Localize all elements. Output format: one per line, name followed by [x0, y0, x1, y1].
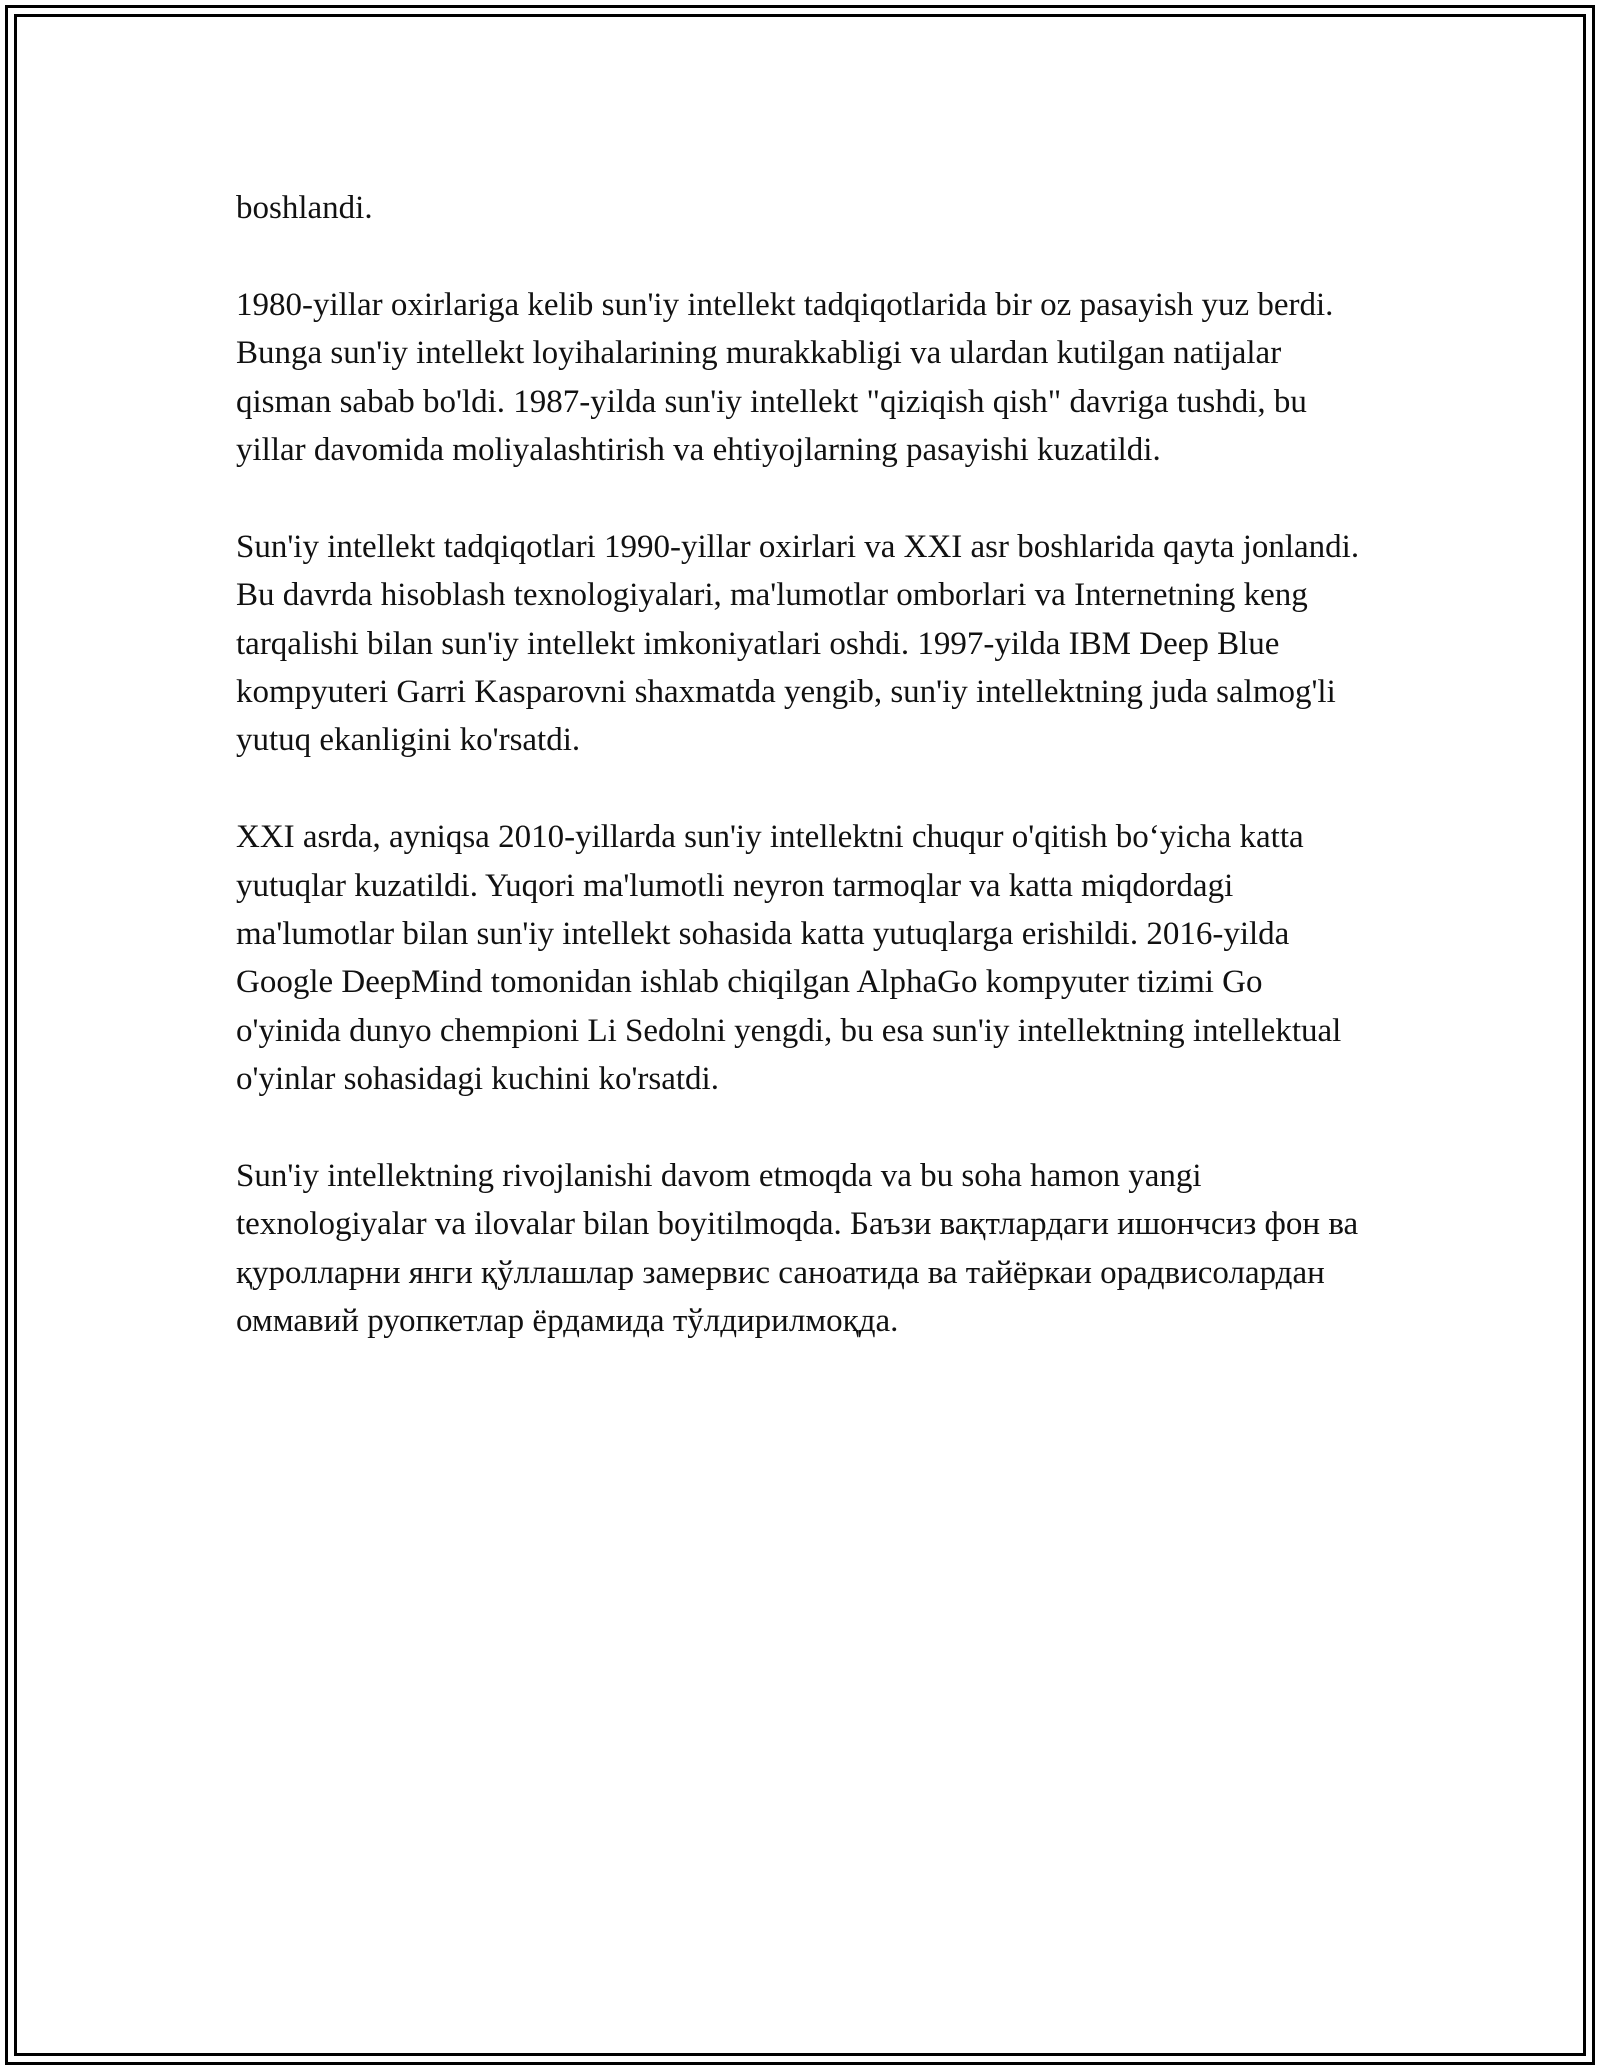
paragraph-ai-winter: 1980-yillar oxirlariga kelib sun'iy intellekt tadqiqotlarida bir oz pasayish yuz berdi. Bunga sun'iy intellekt loyihalarining murakkabligi va ulardan kutilgan natijalar qisman sabab bo'ldi. 1987-yilda sun'iy intellekt "qiziqish qish" davriga tushdi, bu yillar davomida moliyalashtirish va ehtiyojlarning pasayishi kuzatildi. [236, 286, 1334, 469]
paragraph-revival: Sun'iy intellekt tadqiqotlari 1990-yillar oxirlari va XXI asr boshlarida qayta jonlandi. Bu davrda hisoblash texnologiyalari, ma'lumotlar omborlari va Internetning keng tarqalishi bilan sun'iy intellekt imkoniyatlari oshdi. 1997-yilda IBM Deep Blue kompyuteri Garri Kasparovni shaxmatda yengib, sun'iy intellektning juda salmog'li yutuq ekanligini ko'rsatdi. [236, 528, 1360, 759]
paragraph-continuation: boshlandi. [236, 190, 373, 226]
paragraph-deep-learning: XXI asrda, ayniqsa 2010-yillarda sun'iy intellektni chuqur o'qitish bo‘yicha katta yutuqlar kuzatildi. Yuqori ma'lumotli neyron tarmoqlar va katta miqdordagi ma'lumotlar bilan sun'iy intellekt sohasida katta yutuqlarga erishildi. 2016-yilda Google DeepMind tomonidan ishlab chiqilgan AlphaGo kompyuter tizimi Go o'yinida dunyo chempioni Li Sedolni yengdi, bu esa sun'iy intellektning intellektual o'yinlar sohasidagi kuchini ko'rsatdi. [236, 819, 1342, 1098]
paragraph-future: Sun'iy intellektning rivojlanishi davom etmoqda va bu soha hamon yangi texnologiyalar va ilovalar bilan boyitilmoqda. Баъзи вақтлардаги ишончсиз фон ва қуролларни янги қўллашлар замервис саноатида ва тайёркаи орадвисолардан оммавий руопкетлар ёрдамида тўлдирилмоқда. [236, 1158, 1359, 1340]
document-body [236, 184, 1368, 1394]
